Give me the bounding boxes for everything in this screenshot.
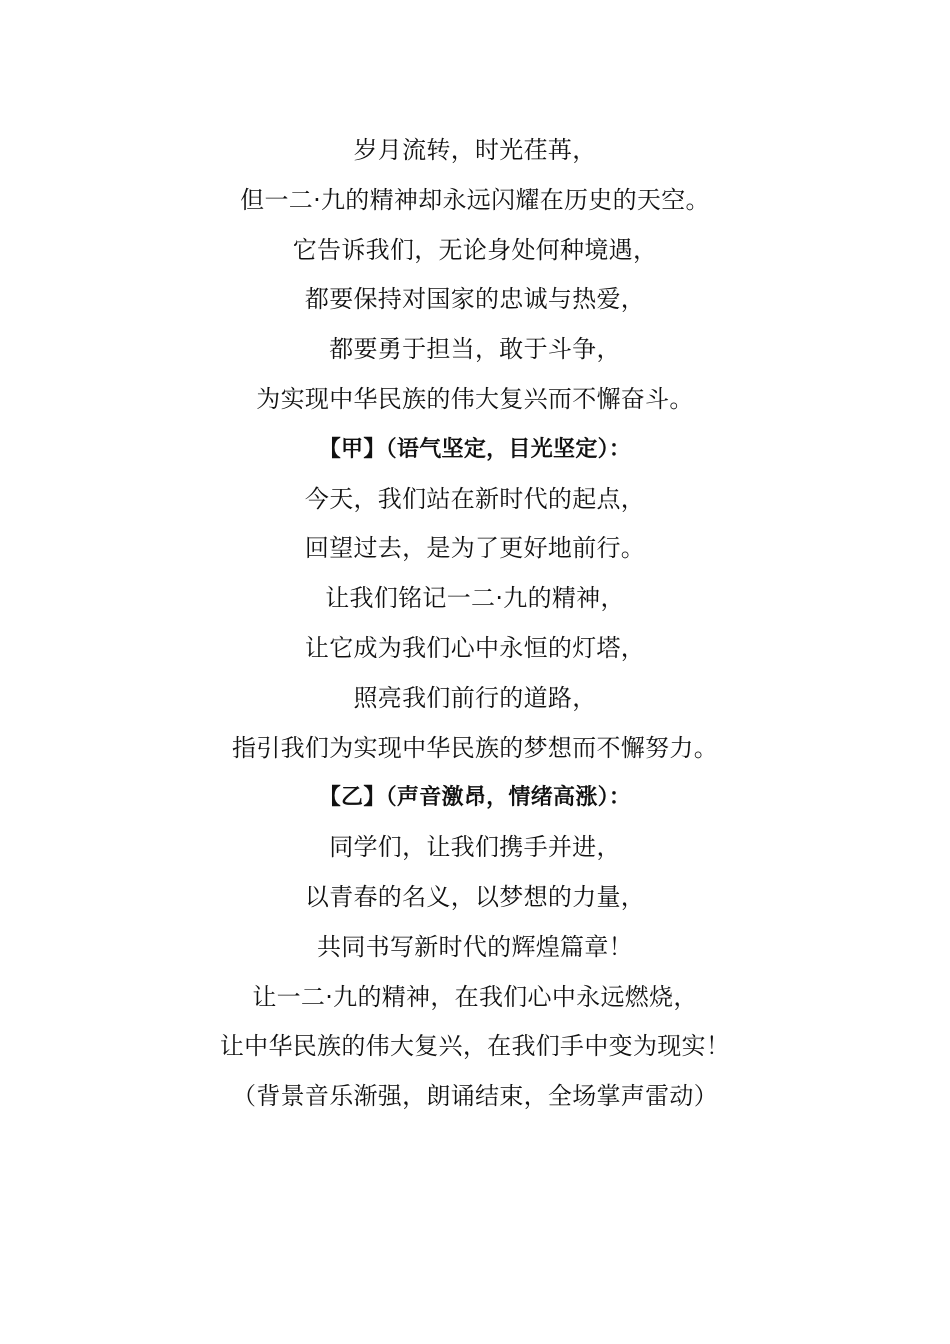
speaker-cue-jia: 【甲】（语气坚定，目光坚定）：	[318, 436, 632, 462]
verse-line: 为实现中华民族的伟大复兴而不懈奋斗。	[256, 384, 694, 413]
verse-line: 回望过去，是为了更好地前行。	[304, 534, 646, 563]
verse-line: 指引我们为实现中华民族的梦想而不懈努力。	[232, 733, 718, 762]
verse-line: 让中华民族的伟大复兴，在我们手中变为现实！	[219, 1032, 731, 1061]
verse-line: 都要保持对国家的忠诚与热爱，	[304, 285, 646, 314]
verse-line: 它告诉我们，无论身处何种境遇，	[292, 235, 658, 264]
verse-line: 同学们，让我们携手并进，	[329, 833, 621, 862]
verse-line: 让一二·九的精神，在我们心中永远燃烧，	[252, 982, 698, 1011]
speaker-cue-yi: 【乙】（声音激昂，情绪高涨）：	[318, 785, 632, 811]
verse-line: 共同书写新时代的辉煌篇章！	[317, 932, 633, 961]
verse-line: 以青春的名义，以梦想的力量，	[304, 882, 646, 911]
recitation-text	[0, 126, 950, 1122]
verse-line: 都要勇于担当，敢于斗争，	[329, 335, 621, 364]
verse-line: 照亮我们前行的道路，	[353, 683, 597, 712]
verse-line: 今天，我们站在新时代的起点，	[304, 484, 646, 513]
verse-line: 岁月流转，时光荏苒，	[353, 136, 597, 164]
verse-line: 让我们铭记一二·九的精神，	[325, 584, 625, 613]
stage-direction: （背景音乐渐强，朗诵结束，全场掌声雷动）	[232, 1082, 718, 1111]
verse-line: 但一二·九的精神却永远闪耀在历史的天空。	[240, 185, 710, 214]
verse-line: 让它成为我们心中永恒的灯塔，	[304, 633, 646, 662]
